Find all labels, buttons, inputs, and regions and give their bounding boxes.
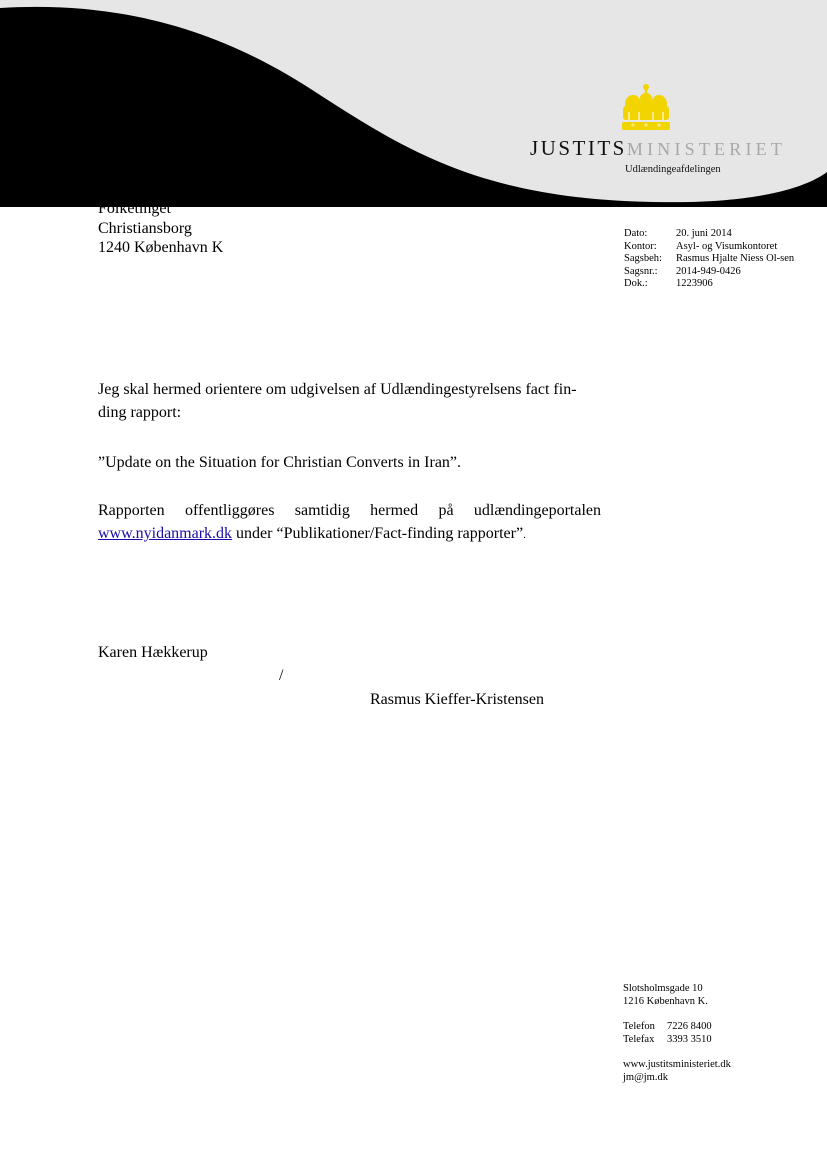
- signer-official: Rasmus Kieffer-Kristensen: [370, 691, 545, 708]
- contact-footer: [623, 983, 731, 1084]
- phone-number: 7226 8400: [667, 1021, 712, 1032]
- period: .: [523, 529, 526, 541]
- body-paragraph-report-title: ”Update on the Situation for Christian Converts in Iran”.: [98, 454, 462, 471]
- signer-minister: Karen Hækkerup: [98, 644, 208, 661]
- footer-email[interactable]: jm@jm.dk: [623, 1071, 668, 1083]
- meta-row-office: [624, 241, 798, 254]
- fax-number: 3393 3510: [667, 1033, 712, 1045]
- footer-phone: [623, 1021, 731, 1034]
- publication-text: Rapporten offentliggøres samtidig hermed på udlændingeportalen: [98, 502, 601, 519]
- ministry-logo: [530, 136, 786, 161]
- case-metadata: [624, 228, 798, 291]
- meta-row-case-number: [624, 266, 798, 279]
- body-paragraph-intro: Jeg skal hermed orientere om udgivelsen af Udlændingestyrelsens fact fin-ding rapport:: [98, 381, 577, 421]
- publication-text-after: under “Publikationer/Fact-finding rapporter”: [236, 525, 524, 542]
- department-name: Udlændingeafdelingen: [625, 164, 721, 175]
- meta-key: Dato:: [624, 228, 648, 239]
- signature-slash: /: [279, 667, 284, 684]
- meta-key: Sagsbeh:: [624, 253, 662, 264]
- logo-light-text: MINISTERIET: [626, 139, 787, 159]
- footer-website[interactable]: www.justitsministeriet.dk: [623, 1059, 731, 1070]
- meta-value: Asyl- og Visumkontoret: [676, 240, 778, 252]
- meta-key: Sagsnr.:: [624, 265, 658, 277]
- footer-fax: [623, 1034, 731, 1047]
- recipient-line: Folketinget: [98, 200, 171, 217]
- body-paragraph-publication: [98, 499, 601, 547]
- meta-key: Kontor:: [624, 240, 657, 252]
- meta-value: Rasmus Hjalte Niess Ol-sen: [676, 253, 795, 264]
- fax-label: Telefax: [623, 1033, 655, 1045]
- footer-address-line: 1216 København K.: [623, 995, 708, 1007]
- crown-icon: [619, 84, 673, 132]
- meta-value: 2014-949-0426: [676, 265, 741, 277]
- meta-value: 1223906: [676, 278, 713, 289]
- letterhead-swoosh: [0, 0, 827, 210]
- recipient-line: Christiansborg: [98, 219, 192, 237]
- meta-row-caseworker: [624, 253, 798, 266]
- logo-bold-text: JUSTITS: [530, 136, 627, 160]
- recipient-line: 1240 København K: [98, 239, 224, 256]
- meta-key: Dok.:: [624, 278, 648, 289]
- meta-value: 20. juni 2014: [676, 228, 732, 239]
- recipient-address: [98, 199, 223, 258]
- phone-label: Telefon: [623, 1021, 655, 1032]
- meta-row-date: [624, 228, 798, 241]
- nyidanmark-link[interactable]: www.nyidanmark.dk: [98, 525, 233, 542]
- footer-address-line: Slotsholmsgade 10: [623, 983, 703, 994]
- meta-row-document: [624, 278, 798, 291]
